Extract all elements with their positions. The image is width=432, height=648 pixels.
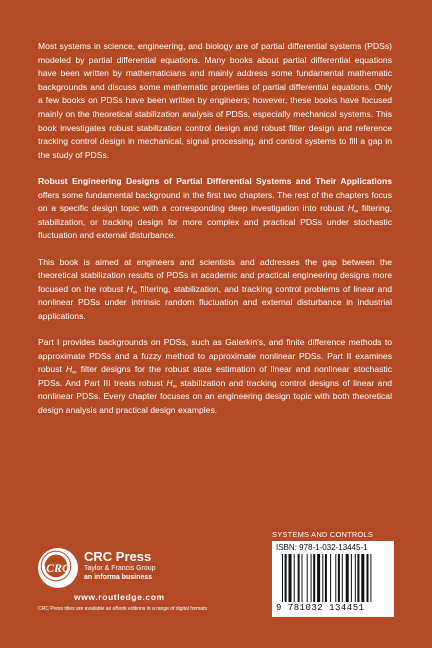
publisher-url: www.routledge.com xyxy=(74,592,165,602)
parts-text-a: Part I provides backgrounds on PDSs, such as Galerkin's, and finite difference methods to approximate PDSs and a fuzzy method to approximate nonlinear PDSs. Part II examines robust xyxy=(38,337,392,375)
book-title: Robust Engineering Designs of Partial Differential Systems and Their Applications xyxy=(38,175,392,186)
h-infinity-symbol xyxy=(66,364,77,377)
audience-text-a: This book is aimed at engineers and scientists and addresses the gap between the theoretical stabilization results of PDSs in academic and practical engineering designs more focused on the robust xyxy=(38,256,392,294)
h-letter: H xyxy=(166,377,173,388)
h-infinity-symbol xyxy=(127,284,138,294)
infinity-subscript: ∞ xyxy=(172,383,177,390)
crc-logo-icon xyxy=(38,548,78,588)
paragraph-intro xyxy=(38,40,392,162)
paragraph-audience xyxy=(38,256,392,324)
h-infinity-symbol xyxy=(166,378,177,388)
barcode-icon xyxy=(282,554,390,602)
paragraph-parts xyxy=(38,336,392,418)
publisher-name: CRC Press xyxy=(84,549,152,564)
back-cover-description xyxy=(38,40,392,430)
barcode-number: 9 781032 134451 xyxy=(276,603,365,613)
h-letter: H xyxy=(66,364,73,375)
overview-text-b: filtering, stabilization, or tracking design for more complex and practical PDSs under stochastic fluctuation and external disturbance. xyxy=(38,203,393,241)
infinity-subscript: ∞ xyxy=(72,370,77,377)
paragraph-intro-text: Most systems in science, engineering, and biology are of partial differential systems (PDSs) modeled by partial differential equations. Many books about partial differential equations have been written by mathematicians and mainly address some fundamental mathematic backgrounds and discuss some mathematic properties of partial differential equations. Only a few books on PDSs have been written by engineers; however, these books have focused mainly on the theoretical stabilization analysis of PDSs, especially mechanical systems. This book investigates robust stabilization control design and robust filter design and reference tracking control design in mechanical, signal processing, and control systems to fill a gap in the study of PDSs. xyxy=(38,41,392,160)
paragraph-book-overview xyxy=(38,175,392,243)
publisher-group: Taylor & Francis Group xyxy=(84,565,156,572)
subject-category: SYSTEMS AND CONTROLS xyxy=(272,530,374,539)
barcode-panel xyxy=(272,541,394,617)
h-letter: H xyxy=(126,283,133,294)
overview-text-a: offers some fundamental background in the first two chapters. The rest of the chapters focus on a specific design topic with a corresponding deep investigation into robust xyxy=(38,189,392,214)
infinity-subscript: ∞ xyxy=(353,209,359,216)
audience-text-b: filtering, stabilization, and tracking control problems of linear and nonlinear PDSs under intrinsic random fluctuation and external disturbance in industrial applications. xyxy=(38,283,392,321)
infinity-subscript: ∞ xyxy=(132,289,138,296)
isbn-label: ISBN: 978-1-032-13445-1 xyxy=(276,543,368,552)
parts-text-b: filter designs for the robust state estimation of linear and nonlinear stochastic PDSs. And Part III treats robust xyxy=(38,364,392,388)
parts-text-c: stabilization and tracking control designs of linear and nonlinear PDSs. Every chapter focuses on an engineering design topic with both theoretical design analysis and practical design examples. xyxy=(38,377,392,416)
publisher-business: an informa business xyxy=(84,574,153,581)
ebook-note: CRC Press titles are available as eBook editions in a range of digital formats xyxy=(38,606,207,612)
crc-logo-text: CRC xyxy=(45,561,70,575)
h-infinity-symbol xyxy=(347,203,359,216)
publisher-brand xyxy=(84,550,156,582)
h-letter: H xyxy=(347,203,354,214)
